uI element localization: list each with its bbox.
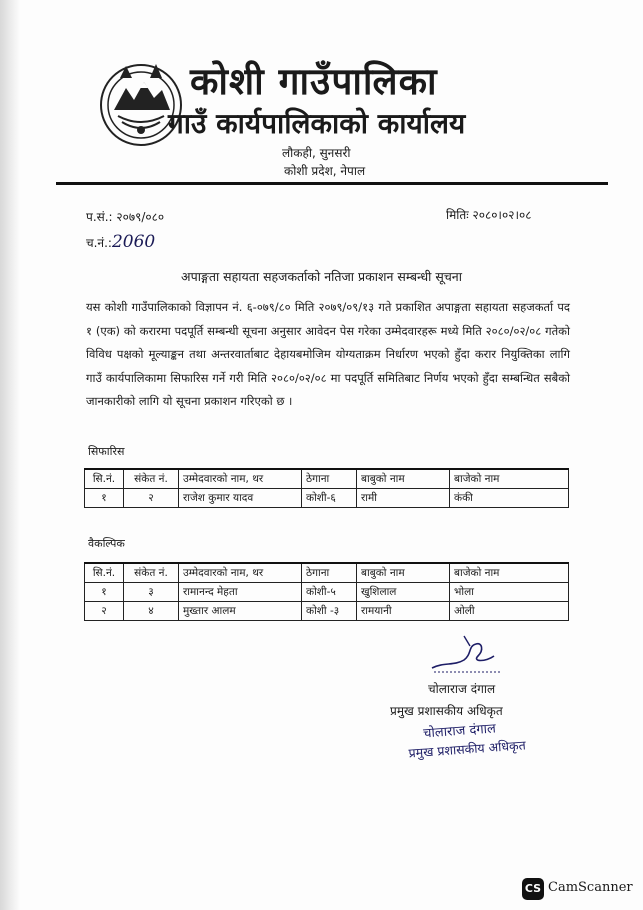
address-line-1: लौकही, सुनसरी [282, 146, 351, 160]
recommended-table [84, 468, 569, 508]
header-cell: सि.नं. [85, 563, 124, 583]
camscanner-logo-icon: CS [522, 878, 544, 900]
table-cell: खुशिलाल [357, 583, 450, 602]
alternate-section-label: वैकल्पिक [88, 537, 125, 550]
table-cell: कोशी-५ [302, 583, 357, 602]
table-cell: १ [85, 489, 124, 508]
table-cell: ओली [450, 602, 569, 621]
recommended-section-label: सिफारिस [88, 445, 125, 458]
table-cell: कोशी -३ [302, 602, 357, 621]
header-cell: ठेगाना [302, 563, 357, 583]
handwritten-signature [424, 632, 504, 678]
table-cell: भोला [450, 583, 569, 602]
stamp-name: चोलाराज दंगाल [422, 721, 497, 742]
table-cell: २ [85, 602, 124, 621]
address-line-2: कोशी प्रदेश, नेपाल [284, 164, 366, 178]
alternate-table [84, 562, 569, 621]
table-cell: कंकी [450, 489, 569, 508]
table-cell: २ [124, 489, 179, 508]
table-header-row [85, 469, 569, 489]
letter-date: मितिः २०८०।०२।०८ [446, 208, 532, 222]
table-cell: ४ [124, 602, 179, 621]
scan-shadow [0, 0, 20, 910]
header-divider [56, 182, 608, 185]
header-cell: उम्मेदवारको नाम, थर [179, 469, 302, 489]
table-cell: कोशी-६ [302, 489, 357, 508]
header-cell: बाबुको नाम [357, 563, 450, 583]
table-header-row [85, 563, 569, 583]
table-row [85, 489, 569, 508]
dispatch-handwritten-number: 2060 [111, 232, 156, 252]
signatory-name: चोलाराज दंगाल [428, 682, 496, 696]
signatory-title: प्रमुख प्रशासकीय अधिकृत [390, 704, 503, 718]
header-cell: संकेत नं. [124, 469, 179, 489]
camscanner-watermark [522, 876, 640, 902]
table-cell: रामयानी [357, 602, 450, 621]
table-row [85, 602, 569, 621]
table-cell: ३ [124, 583, 179, 602]
table-cell: रामानन्द मेहता [179, 583, 302, 602]
notice-body: यस कोशी गाउँपालिकाको विज्ञापन नं. ६-०७९/८० मिति २०७९/०९/१३ गते प्रकाशित अपाङ्गता सहायता सहजकर्ता पद १ (एक) को करारमा पदपूर्ति सम्बन्धी सूचना अनुसार आवेदन पेस गरेका उम्मेदवारहरू मध्ये मिति २०८०/०२/०८ गतेको विविध पक्षको मूल्याङ्कन तथा अन्तरवार्ताबाट देहायबमोजिम योग्यताक्रम निर्धारण भएको हुँदा करार नियुक्तिका लागि गाउँ कार्यपालिकामा सिफारिस गर्ने गरी मिति २०८०/०२/०८ मा पदपूर्ति समितिबाट निर्णय भएको हुँदा सम्बन्धित सबैको जानकारीको लागि यो सूचना प्रकाशन गरिएको छ । [86, 300, 570, 409]
table-cell: रामी [357, 489, 450, 508]
office-name: गाउँ कार्यपालिकाको कार्यालय [168, 107, 466, 140]
header-cell: उम्मेदवारको नाम, थर [179, 563, 302, 583]
table-cell: राजेश कुमार यादव [179, 489, 302, 508]
table-row [85, 583, 569, 602]
table-cell: १ [85, 583, 124, 602]
stamp-title: प्रमुख प्रशासकीय अधिकृत [408, 737, 527, 761]
header-cell: सि.नं. [85, 469, 124, 489]
reference-number: प.सं.: २०७९/०८० [86, 210, 165, 224]
header-cell: बाजेको नाम [450, 469, 569, 489]
table-cell: मुख्तार आलम [179, 602, 302, 621]
camscanner-text: CamScanner [548, 880, 633, 895]
dispatch-label: च.नं.: [86, 236, 112, 250]
organization-name: कोशी गाउँपालिका [190, 60, 438, 103]
official-stamp [406, 714, 539, 771]
dispatch-number [86, 232, 155, 252]
header-cell: बाबुको नाम [357, 469, 450, 489]
header-cell: बाजेको नाम [450, 563, 569, 583]
header-cell: ठेगाना [302, 469, 357, 489]
notice-subject: अपाङ्गता सहायता सहजकर्ताको नतिजा प्रकाशन सम्बन्धी सूचना [181, 269, 462, 284]
header-cell: संकेत नं. [124, 563, 179, 583]
